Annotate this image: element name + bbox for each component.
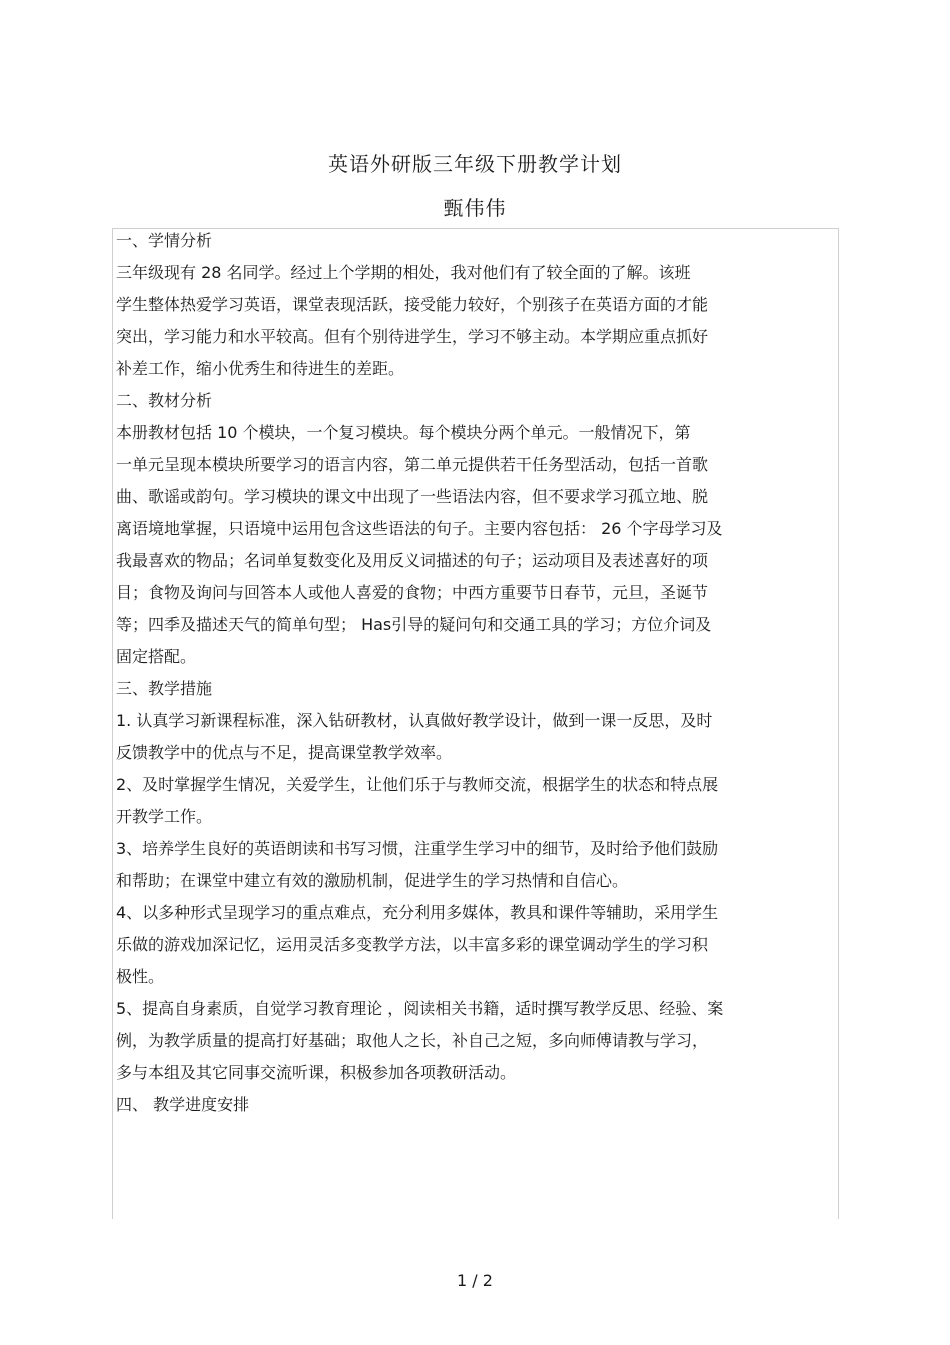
document-author: 甄伟伟 xyxy=(443,196,507,220)
text-line: 例，为教学质量的提高打好基础；取他人之长，补自己之短，多向师傅请教与学习， xyxy=(116,1031,709,1050)
text-line: 我最喜欢的物品；名词单复数变化及用反义词描述的句子；运动项目及表述喜好的项 xyxy=(116,551,709,570)
text-line: 2、及时掌握学生情况，关爱学生，让他们乐于与教师交流，根据学生的状态和特点展 xyxy=(116,775,719,794)
text-line: 极性。 xyxy=(116,967,165,986)
text-line: 乐做的游戏加深记忆，运用灵活多变教学方法，以丰富多彩的课堂调动学生的学习积 xyxy=(116,935,709,954)
text-line: 曲、歌谣或韵句。学习模块的课文中出现了一些语法内容，但不要求学习孤立地、脱 xyxy=(116,487,709,506)
document-title: 英语外研版三年级下册教学计划 xyxy=(328,152,622,176)
text-line: 三年级现有 28 名同学。经过上个学期的相处，我对他们有了较全面的了解。该班 xyxy=(116,263,691,282)
page-number: 1 / 2 xyxy=(457,1271,493,1290)
text-line: 反馈教学中的优点与不足，提高课堂教学效率。 xyxy=(116,743,453,762)
text-line: 补差工作，缩小优秀生和待进生的差距。 xyxy=(116,359,405,378)
text-line: 等；四季及描述天气的简单句型； Has引导的疑问句和交通工具的学习；方位介词及 xyxy=(116,615,712,634)
text-line: 和帮助；在课堂中建立有效的激励机制，促进学生的学习热情和自信心。 xyxy=(116,871,629,890)
text-line: 学生整体热爱学习英语，课堂表现活跃，接受能力较好，个别孩子在英语方面的才能 xyxy=(116,295,709,314)
text-line: 开教学工作。 xyxy=(116,807,213,826)
section-heading-1: 一、学情分析 xyxy=(116,231,213,250)
text-line: 突出，学习能力和水平较高。但有个别待进学生，学习不够主动。本学期应重点抓好 xyxy=(116,327,709,346)
text-line: 多与本组及其它同事交流听课，积极参加各项教研活动。 xyxy=(116,1063,517,1082)
text-line: 本册教材包括 10 个模块，一个复习模块。每个模块分两个单元。一般情况下，第 xyxy=(116,423,691,442)
section-heading-2: 二、教材分析 xyxy=(116,391,213,410)
section-heading-4: 四、 教学进度安排 xyxy=(116,1095,250,1114)
text-line: 固定搭配。 xyxy=(116,647,197,666)
text-line: 5、提高自身素质，自觉学习教育理论 ，阅读相关书籍，适时撰写教学反思、经验、案 xyxy=(116,999,724,1018)
text-line: 3、培养学生良好的英语朗读和书写习惯，注重学生学习中的细节，及时给予他们鼓励 xyxy=(116,839,719,858)
text-line: 4、以多种形式呈现学习的重点难点，充分利用多媒体，教具和课件等辅助，采用学生 xyxy=(116,903,719,922)
text-line: 1. 认真学习新课程标准，深入钻研教材，认真做好教学设计，做到一课一反思，及时 xyxy=(116,711,713,730)
text-line: 一单元呈现本模块所要学习的语言内容，第二单元提供若干任务型活动，包括一首歌 xyxy=(116,455,709,474)
text-line: 离语境地掌握，只语境中运用包含这些语法的句子。主要内容包括： 26 个字母学习及 xyxy=(116,519,723,538)
text-line: 目；食物及询问与回答本人或他人喜爱的食物；中西方重要节日春节，元旦，圣诞节 xyxy=(116,583,709,602)
section-heading-3: 三、教学措施 xyxy=(116,679,213,698)
